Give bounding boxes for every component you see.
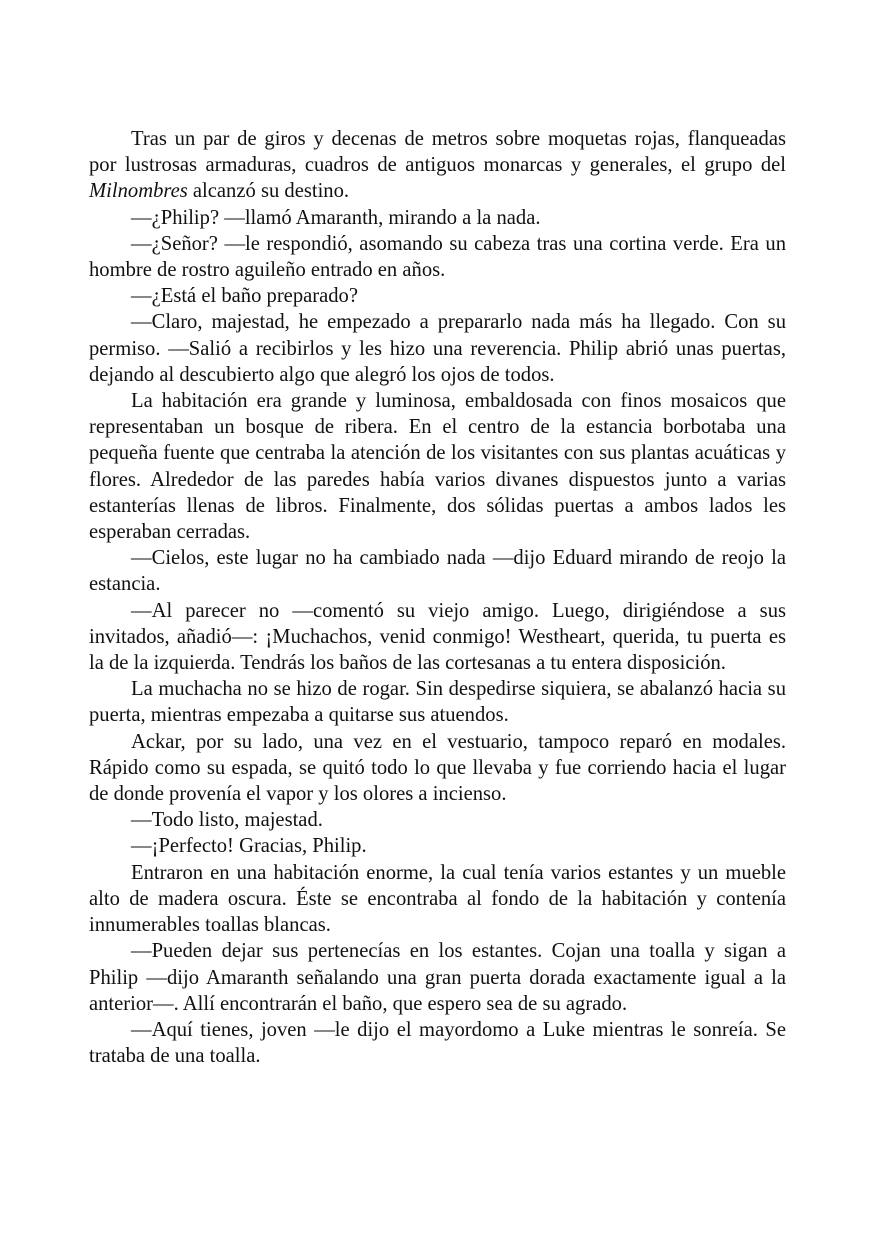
paragraph: La habitación era grande y luminosa, embaldosada con finos mosaicos que representaban un bosque de ribera. En el centro de la estancia borbotaba una pequeña fuente que centraba la atención de los visitantes con sus plantas acuáticas y flores. Alrededor de las paredes había varios divanes dispuestos junto a varias estanterías llenas de libros. Finalmente, dos sólidas puertas a ambos lados les esperaban cerradas. [89,390,786,544]
paragraph: —Aquí tienes, joven —le dijo el mayordomo a Luke mientras le sonreía. Se trataba de una toalla. [89,1018,786,1068]
italic-title: Milnombres [89,180,188,203]
paragraph: —¿Está el baño preparado? [131,285,358,308]
text-run: Tras un par de giros y decenas de metros sobre moquetas rojas, flanqueadas por lustrosas armaduras, cuadros de antiguos monarcas y generales, el grupo del [89,128,786,177]
paragraph: —¿Philip? —llamó Amaranth, mirando a la nada. [131,206,541,229]
paragraph: Entraron en una habitación enorme, la cual tenía varios estantes y un mueble alto de madera oscura. Éste se encontraba al fondo de la habitación y contenía innumerables toallas blancas. [89,861,786,937]
paragraph: —Pueden dejar sus pertenecías en los estantes. Cojan una toalla y sigan a Philip —dijo Amaranth señalando una gran puerta dorada exactamente igual a la anterior—. Allí encontrarán el baño, que espero sea de su agrado. [89,940,786,1015]
paragraph [89,126,786,205]
paragraph: La muchacha no se hizo de rogar. Sin despedirse siquiera, se abalanzó hacia su puerta, mientras empezaba a quitarse sus atuendos. [89,678,786,727]
paragraph: —Cielos, este lugar no ha cambiado nada —dijo Eduard mirando de reojo la estancia. [89,547,786,596]
paragraph: —¡Perfecto! Gracias, Philip. [131,835,367,858]
text-run: alcanzó su destino. [187,180,350,203]
paragraph: —Claro, majestad, he empezado a prepararlo nada más ha llegado. Con su permiso. —Salió a recibirlos y les hizo una reverencia. Philip abrió unas puertas, dejando al descubierto algo que alegró los ojos de todos. [89,311,786,386]
paragraph: Ackar, por su lado, una vez en el vestuario, tampoco reparó en modales. Rápido como su espada, se quitó todo lo que llevaba y fue corriendo hacia el lugar de donde provenía el vapor y los olores a incienso. [89,730,786,806]
paragraph: —Todo listo, majestad. [131,809,323,832]
paragraph: —¿Señor? —le respondió, asomando su cabeza tras una cortina verde. Era un hombre de rostro aguileño entrado en años. [89,232,786,282]
document-page [89,126,786,1069]
paragraph: —Al parecer no —comentó su viejo amigo. Luego, dirigiéndose a sus invitados, añadió—: ¡Muchachos, venid conmigo! Westheart, querida, tu puerta es la de la izquierda. Tendrás los baños de las cortesanas a tu entera disposición. [89,599,786,675]
